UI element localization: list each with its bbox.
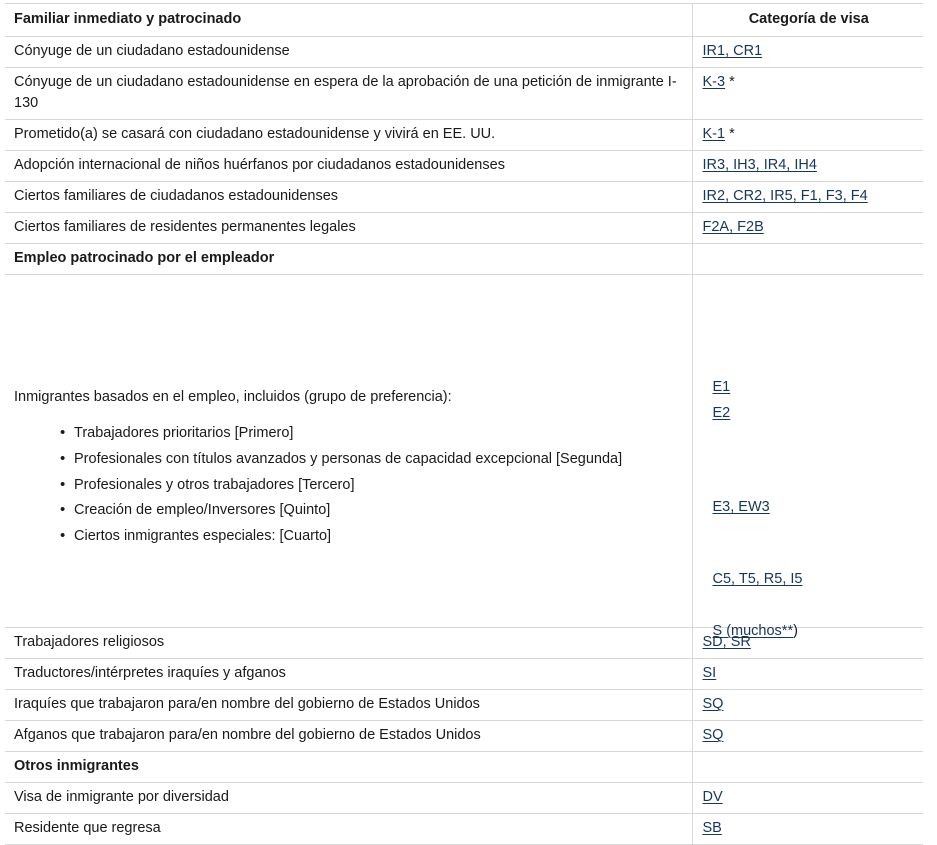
visa-code-link[interactable]: IR2, CR2, IR5, F1, F3, F4 — [702, 188, 868, 205]
row-visa-category — [692, 151, 923, 182]
visa-code-line-e2 — [713, 403, 731, 424]
row-description: Iraquíes que trabajaron para/en nombre del gobierno de Estados Unidos — [5, 690, 692, 721]
table-row — [5, 151, 923, 182]
visa-code-line-e3 — [713, 497, 770, 518]
row-visa-category — [692, 182, 923, 213]
section-title-employment: Empleo patrocinado por el empleador — [5, 244, 692, 275]
visa-code-link[interactable]: SQ — [702, 696, 724, 713]
visa-code-link[interactable]: E2 — [712, 405, 731, 422]
row-description: Afganos que trabajaron para/en nombre del gobierno de Estados Unidos — [5, 721, 692, 752]
employment-based-visa-categories — [692, 275, 923, 640]
row-description: Adopción internacional de niños huérfanos por ciudadanos estadounidenses — [5, 151, 692, 182]
table-row — [5, 721, 923, 752]
list-item: • Trabajadores prioritarios [Primero] — [60, 423, 622, 445]
visa-code-link[interactable]: SI — [702, 665, 717, 682]
list-item: • Ciertos inmigrantes especiales: [Cuarto] — [60, 526, 622, 548]
visa-code-link[interactable]: E1 — [712, 379, 731, 396]
row-visa-category — [692, 120, 923, 151]
visa-code-link[interactable]: IR3, IH3, IR4, IH4 — [702, 157, 817, 174]
table-row — [5, 120, 923, 151]
visa-code-link[interactable]: S (muchos** — [712, 623, 794, 640]
employment-based-intro: Inmigrantes basados en el empleo, incluidos (grupo de preferencia): — [14, 389, 452, 406]
table-body — [5, 37, 923, 845]
employment-based-description — [5, 275, 692, 628]
table-row — [5, 182, 923, 213]
row-visa-category — [692, 37, 923, 68]
table-row — [5, 659, 923, 690]
row-description: Cónyuge de un ciudadano estadounidense en espera de la aprobación de una petición de inmigrante I-130 — [5, 68, 692, 120]
visa-code-link[interactable]: SD, SR — [702, 634, 751, 651]
visa-code-suffix: * — [725, 74, 735, 91]
table-row — [5, 690, 923, 721]
column-header-visa-category: Categoría de visa — [692, 4, 923, 37]
table-header — [5, 4, 923, 37]
visa-code-link[interactable]: K-3 — [702, 74, 726, 91]
table-row — [5, 814, 923, 845]
table-row — [5, 37, 923, 68]
list-item: • Profesionales con títulos avanzados y personas de capacidad excepcional [Segunda] — [60, 449, 622, 471]
row-description: Residente que regresa — [5, 814, 692, 845]
row-visa-category — [692, 814, 923, 845]
visa-code-link[interactable]: SB — [702, 820, 722, 837]
section-header-row-other — [5, 752, 923, 783]
section-header-row-employment — [5, 244, 923, 275]
employment-preference-list — [14, 423, 622, 552]
visa-category-table-container — [5, 3, 923, 845]
row-description: Ciertos familiares de ciudadanos estadounidenses — [5, 182, 692, 213]
section-header-empty-cell — [692, 244, 923, 275]
row-description: Trabajadores religiosos — [5, 628, 692, 659]
visa-code-link[interactable]: C5, T5, R5, I5 — [712, 571, 803, 588]
visa-category-table — [5, 3, 923, 845]
visa-code-line-e1 — [713, 377, 731, 398]
visa-code-line-s — [713, 621, 798, 642]
visa-code-link[interactable]: E3, EW3 — [712, 499, 770, 516]
visa-code-link[interactable]: K-1 — [702, 126, 726, 143]
list-item: • Creación de empleo/Inversores [Quinto] — [60, 500, 622, 522]
row-description: Visa de inmigrante por diversidad — [5, 783, 692, 814]
visa-code-link[interactable]: DV — [702, 789, 723, 806]
visa-code-trailing-paren: ) — [793, 623, 798, 640]
row-visa-category — [692, 721, 923, 752]
table-header-row — [5, 4, 923, 37]
column-header-description: Familiar inmediato y patrocinado — [5, 4, 692, 37]
row-description: Ciertos familiares de residentes permanentes legales — [5, 213, 692, 244]
table-row — [5, 68, 923, 120]
section-header-empty-cell — [692, 752, 923, 783]
row-description: Cónyuge de un ciudadano estadounidense — [5, 37, 692, 68]
section-title-other: Otros inmigrantes — [5, 752, 692, 783]
visa-code-link[interactable]: IR1, CR1 — [702, 43, 763, 60]
row-visa-category — [692, 68, 923, 120]
row-visa-category — [692, 213, 923, 244]
table-row-employment-based — [5, 275, 923, 628]
visa-code-link[interactable]: F2A, F2B — [702, 219, 764, 236]
row-description: Prometido(a) se casará con ciudadano estadounidense y vivirá en EE. UU. — [5, 120, 692, 151]
visa-code-link[interactable]: SQ — [702, 727, 724, 744]
table-row — [5, 213, 923, 244]
row-visa-category — [692, 659, 923, 690]
visa-code-suffix: * — [725, 126, 735, 143]
row-visa-category — [692, 783, 923, 814]
visa-code-line-c5 — [713, 569, 803, 590]
row-description: Traductores/intérpretes iraquíes y afganos — [5, 659, 692, 690]
list-item: • Profesionales y otros trabajadores [Tercero] — [60, 475, 622, 497]
table-row — [5, 783, 923, 814]
row-visa-category — [692, 690, 923, 721]
